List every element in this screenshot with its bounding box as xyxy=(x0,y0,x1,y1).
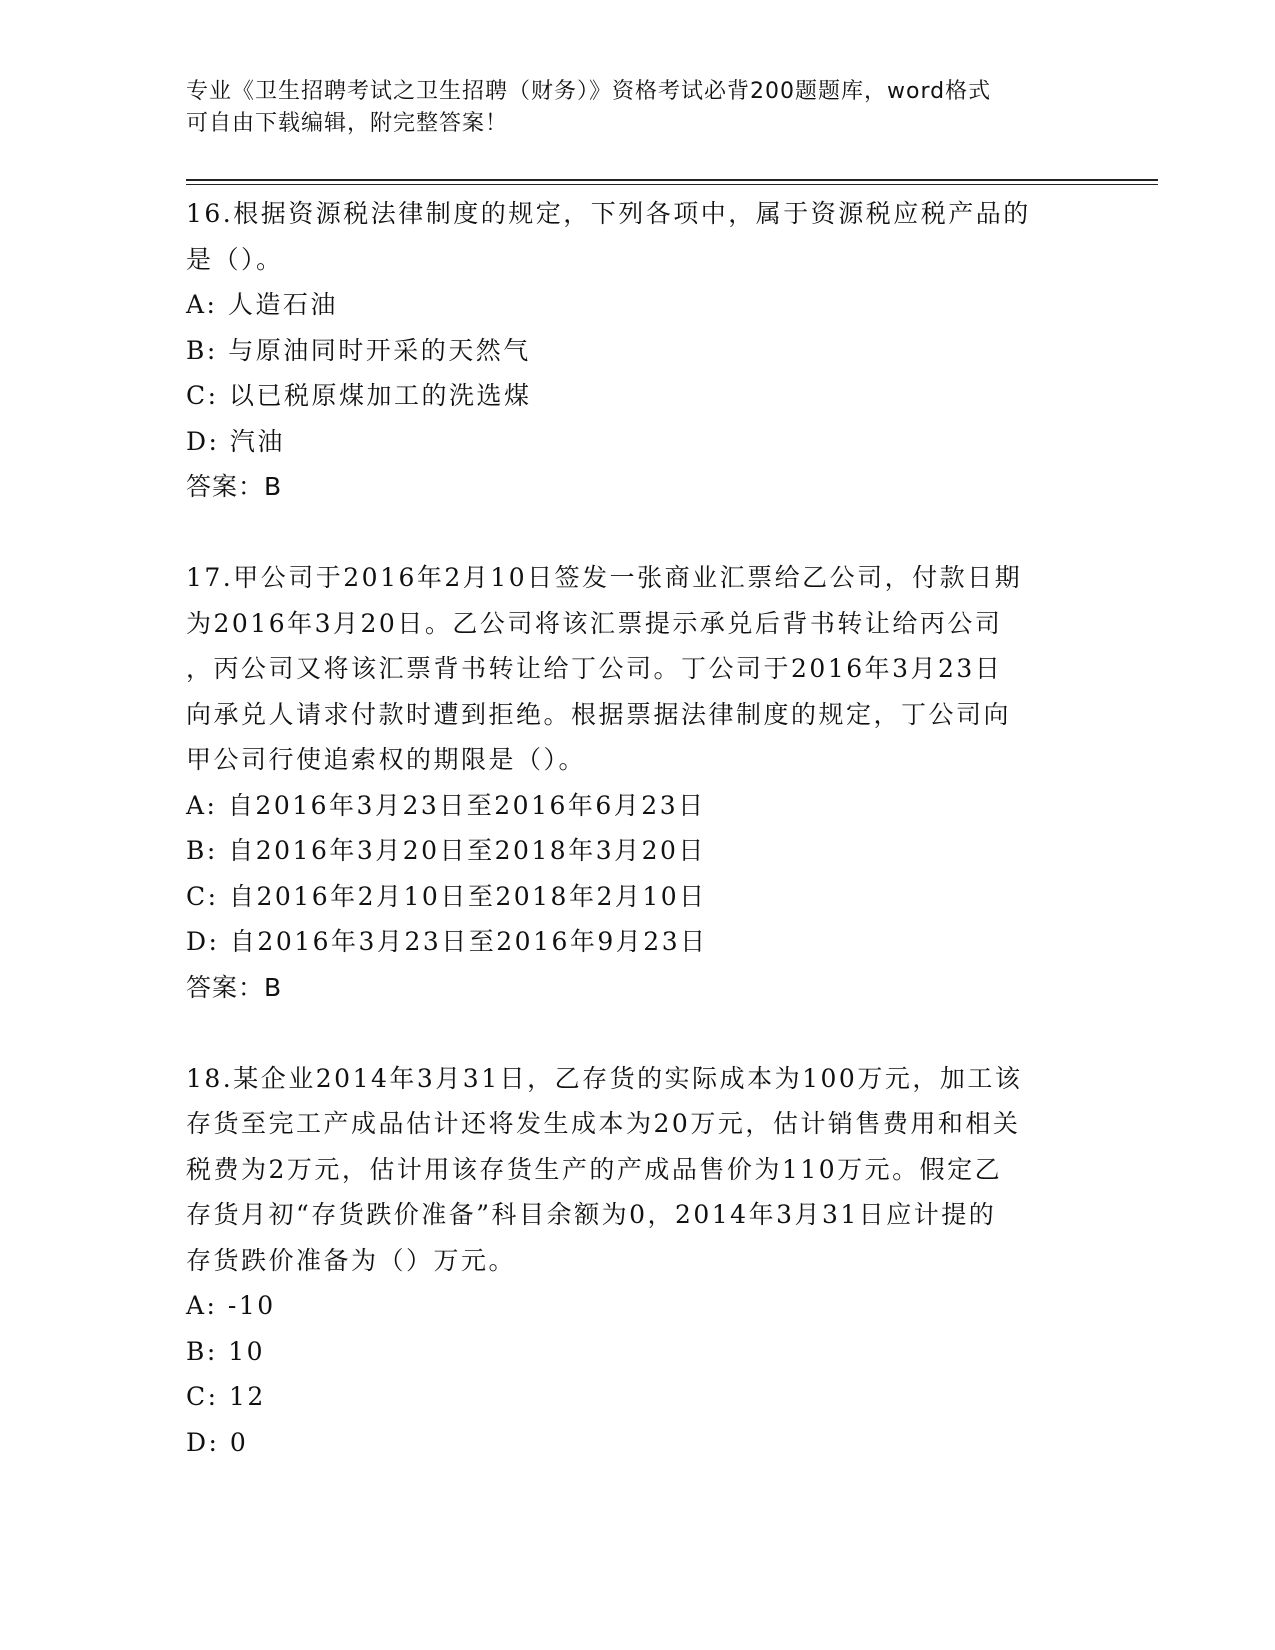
option-b: B: 10 xyxy=(186,1336,266,1366)
document-header xyxy=(186,76,1066,140)
question-17 xyxy=(186,555,1086,1010)
question-spacer xyxy=(186,1010,1086,1056)
question-stem: 18.某企业2014年3月31日，乙存货的实际成本为100万元，加工该 存货至完工产成品估计还将发生成本为20万元，估计销售费用和相关 税费为2万元，估计用该存货生产的产成品售价为110万元。假定乙 存货月初“存货跌价准备”科目余额为0，2014年3月31日应计提的 存货跌价准备为（）万元。 xyxy=(186,1063,1023,1275)
option-a: A: 自2016年3月23日至2016年6月23日 xyxy=(186,790,706,820)
option-a: A: -10 xyxy=(186,1291,276,1320)
option-b: B: 自2016年3月20日至2018年3月20日 xyxy=(186,836,706,865)
question-stem: 16.根据资源税法律制度的规定，下列各项中，属于资源税应税产品的 是（）。 xyxy=(186,199,1031,274)
option-b: B: 与原油同时开采的天然气 xyxy=(186,335,531,365)
option-d: D: 汽油 xyxy=(186,426,285,456)
answer-line: 答案：B xyxy=(186,972,283,1002)
question-16 xyxy=(186,191,1086,510)
option-d: D: 0 xyxy=(186,1427,249,1457)
question-spacer xyxy=(186,510,1086,556)
answer-line: 答案：B xyxy=(186,472,283,501)
option-c: C: 自2016年2月10日至2018年2月10日 xyxy=(186,881,707,911)
header-title-line: 专业《卫生招聘考试之卫生招聘（财务）》资格考试必背200题题库，word格式 xyxy=(186,79,992,104)
option-c: C: 以已税原煤加工的洗选煤 xyxy=(186,381,532,410)
header-subtitle-line: 可自由下载编辑，附完整答案！ xyxy=(186,111,509,136)
option-d: D: 自2016年3月23日至2016年9月23日 xyxy=(186,927,708,956)
option-a: A: 人造石油 xyxy=(186,290,338,319)
header-divider-thick xyxy=(186,179,1158,181)
question-stem: 17.甲公司于2016年2月10日签发一张商业汇票给乙公司，付款日期 为2016年3月20日。乙公司将该汇票提示承兑后背书转让给丙公司 ，丙公司又将该汇票背书转让给丁公司。丁公司于2016年3月23日 向承兑人请求付款时遭到拒绝。根据票据法律制度的规定，丁公司向 甲公司行使追索权的期限是（）。 xyxy=(186,563,1023,774)
header-divider-thin xyxy=(186,184,1158,185)
question-18 xyxy=(186,1056,1086,1466)
option-c: C: 12 xyxy=(186,1382,266,1411)
question-list xyxy=(186,191,1086,1465)
